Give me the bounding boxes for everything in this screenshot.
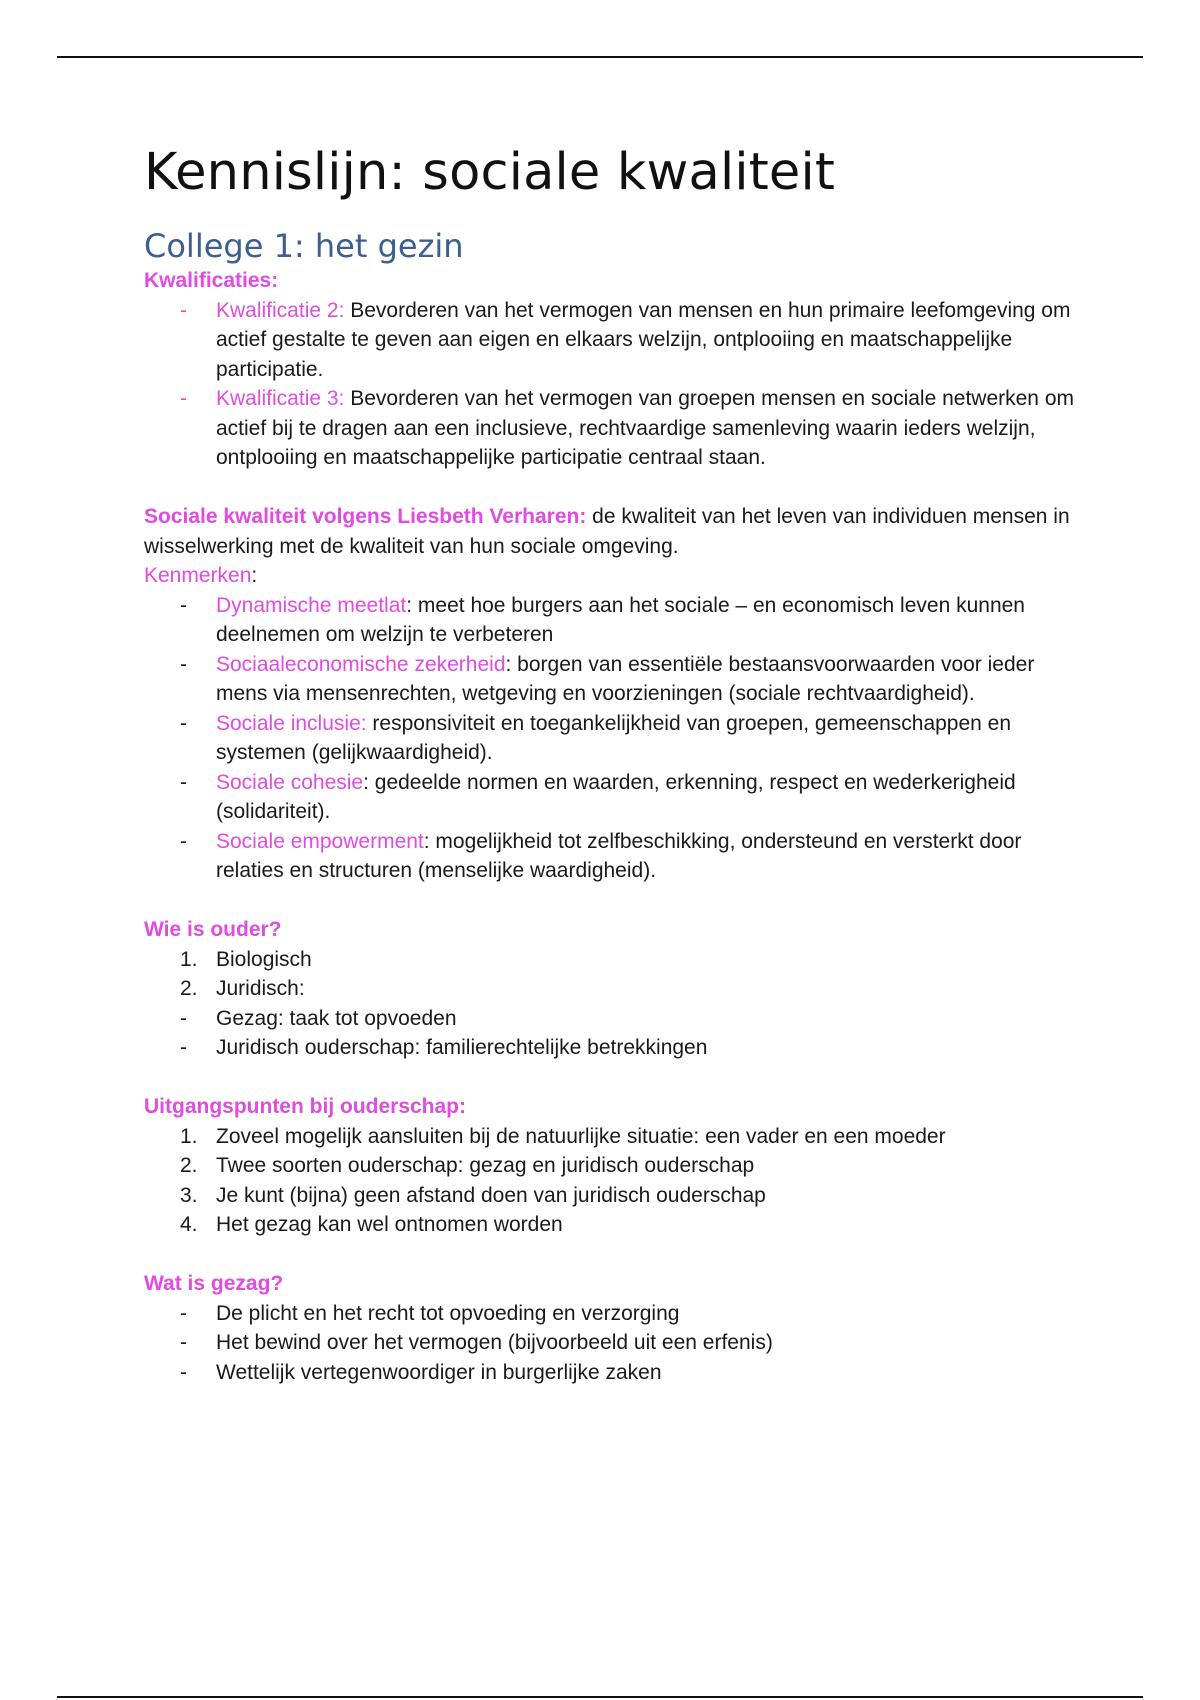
list-item bbox=[144, 1122, 1074, 1152]
list-item bbox=[144, 768, 1074, 827]
list-marker: 1. bbox=[180, 1124, 198, 1148]
bullet-dash: - bbox=[180, 593, 187, 617]
list-item bbox=[144, 1004, 1074, 1034]
list-item bbox=[144, 1328, 1074, 1358]
item-label: Sociale empowerment bbox=[216, 829, 424, 853]
document-page bbox=[144, 140, 1074, 1387]
spacer bbox=[144, 886, 1074, 916]
list-item bbox=[144, 1033, 1074, 1063]
item-text: : meet hoe burgers aan het sociale – en economisch leven kunnen deelnemen om welzijn te verbeteren bbox=[216, 593, 1025, 646]
uitgangspunten-list bbox=[144, 1122, 1074, 1240]
bullet-dash: - bbox=[180, 770, 187, 794]
item-label: Kwalificatie 3: bbox=[216, 387, 345, 410]
list-item bbox=[144, 1151, 1074, 1181]
definition-label: Sociale kwaliteit volgens Liesbeth Verharen: bbox=[144, 505, 587, 528]
uitgangspunten-heading: Uitgangspunten bij ouderschap: bbox=[144, 1095, 467, 1118]
bullet-dash: - bbox=[180, 711, 187, 735]
ouder-heading: Wie is ouder? bbox=[144, 918, 282, 941]
bullet-dash: - bbox=[180, 829, 187, 853]
item-text: Twee soorten ouderschap: gezag en juridisch ouderschap bbox=[216, 1154, 755, 1177]
item-text: Gezag: taak tot opvoeden bbox=[216, 1006, 457, 1030]
item-text: Biologisch bbox=[216, 947, 312, 971]
kwalificaties-heading: Kwalificaties: bbox=[144, 269, 279, 292]
spacer bbox=[144, 473, 1074, 503]
bullet-dash: - bbox=[180, 387, 187, 410]
top-rule bbox=[57, 56, 1143, 58]
kenmerken-colon: : bbox=[251, 564, 258, 587]
item-label: Dynamische meetlat bbox=[216, 593, 407, 617]
list-item bbox=[144, 1299, 1074, 1329]
item-text: Juridisch: bbox=[216, 977, 305, 1000]
kenmerken-label: Kenmerken bbox=[144, 564, 252, 587]
item-text: Bevorderen van het vermogen van groepen mensen en sociale netwerken om actief bij te dragen aan een inclusieve, rechtvaardige samenleving waarin ieders welzijn, ontplooiing en maatschappelijke participatie centraal staan. bbox=[216, 387, 1074, 469]
list-marker: - bbox=[180, 1360, 187, 1384]
spacer bbox=[144, 1063, 1074, 1093]
item-text: : borgen van essentiële bestaansvoorwaarden voor ieder mens via mensenrechten, wetgeving en voorzieningen (sociale rechtvaardigheid). bbox=[216, 652, 1035, 705]
list-item bbox=[144, 827, 1074, 886]
bullet-dash: - bbox=[180, 298, 187, 322]
item-label: Sociale inclusie: bbox=[216, 711, 367, 735]
list-item bbox=[144, 1210, 1074, 1240]
list-item bbox=[144, 296, 1074, 385]
list-marker: - bbox=[180, 1301, 187, 1325]
list-item bbox=[144, 945, 1074, 975]
item-text: Juridisch ouderschap: familierechtelijke betrekkingen bbox=[216, 1036, 708, 1059]
spacer bbox=[144, 1240, 1074, 1270]
list-marker: 1. bbox=[180, 947, 198, 971]
page-title: Kennislijn: sociale kwaliteit bbox=[144, 143, 836, 202]
item-text: Het gezag kan wel ontnomen worden bbox=[216, 1213, 563, 1236]
bottom-rule bbox=[57, 1696, 1143, 1698]
item-text: De plicht en het recht tot opvoeding en verzorging bbox=[216, 1301, 680, 1325]
kwalificaties-list bbox=[144, 296, 1074, 473]
list-marker: 4. bbox=[180, 1213, 198, 1236]
list-item bbox=[144, 974, 1074, 1004]
sociale-kwaliteit-definition bbox=[144, 502, 1074, 561]
kenmerken-list bbox=[144, 591, 1074, 886]
item-text: Wettelijk vertegenwoordiger in burgerlijke zaken bbox=[216, 1360, 662, 1384]
list-marker: 2. bbox=[180, 1154, 198, 1177]
item-text: responsiviteit en toegankelijkheid van groepen, gemeenschappen en systemen (gelijkwaardigheid). bbox=[216, 711, 1012, 764]
item-text: : mogelijkheid tot zelfbeschikking, ondersteund en versterkt door relaties en structuren (menselijke waardigheid). bbox=[216, 829, 1022, 882]
list-item bbox=[144, 709, 1074, 768]
list-marker: 2. bbox=[180, 977, 198, 1000]
kenmerken-heading bbox=[144, 561, 1074, 591]
item-text: : gedeelde normen en waarden, erkenning, respect en wederkerigheid (solidariteit). bbox=[216, 770, 1016, 823]
list-item bbox=[144, 1181, 1074, 1211]
item-text: Het bewind over het vermogen (bijvoorbeeld uit een erfenis) bbox=[216, 1331, 773, 1354]
bullet-dash: - bbox=[180, 652, 187, 676]
list-item bbox=[144, 591, 1074, 650]
definition-text: de kwaliteit van het leven van individuen mensen in wisselwerking met de kwaliteit van hun sociale omgeving. bbox=[144, 505, 1070, 558]
item-text: Bevorderen van het vermogen van mensen en hun primaire leefomgeving om actief gestalte te geven aan eigen en elkaars welzijn, ontplooiing en maatschappelijke participatie. bbox=[216, 298, 1071, 381]
list-marker: - bbox=[180, 1036, 187, 1059]
list-item bbox=[144, 650, 1074, 709]
ouder-list bbox=[144, 945, 1074, 1063]
list-item bbox=[144, 384, 1074, 473]
section-title: College 1: het gezin bbox=[144, 227, 464, 265]
list-marker: - bbox=[180, 1331, 187, 1354]
list-marker: 3. bbox=[180, 1183, 198, 1207]
gezag-heading: Wat is gezag? bbox=[144, 1272, 284, 1295]
item-text: Je kunt (bijna) geen afstand doen van juridisch ouderschap bbox=[216, 1183, 766, 1207]
item-text: Zoveel mogelijk aansluiten bij de natuurlijke situatie: een vader en een moeder bbox=[216, 1124, 946, 1148]
item-label: Kwalificatie 2: bbox=[216, 298, 345, 322]
list-item bbox=[144, 1358, 1074, 1388]
gezag-list bbox=[144, 1299, 1074, 1388]
document-body bbox=[144, 266, 1074, 1387]
item-label: Sociale cohesie bbox=[216, 770, 364, 794]
item-label: Sociaaleconomische zekerheid bbox=[216, 652, 506, 676]
list-marker: - bbox=[180, 1006, 187, 1030]
